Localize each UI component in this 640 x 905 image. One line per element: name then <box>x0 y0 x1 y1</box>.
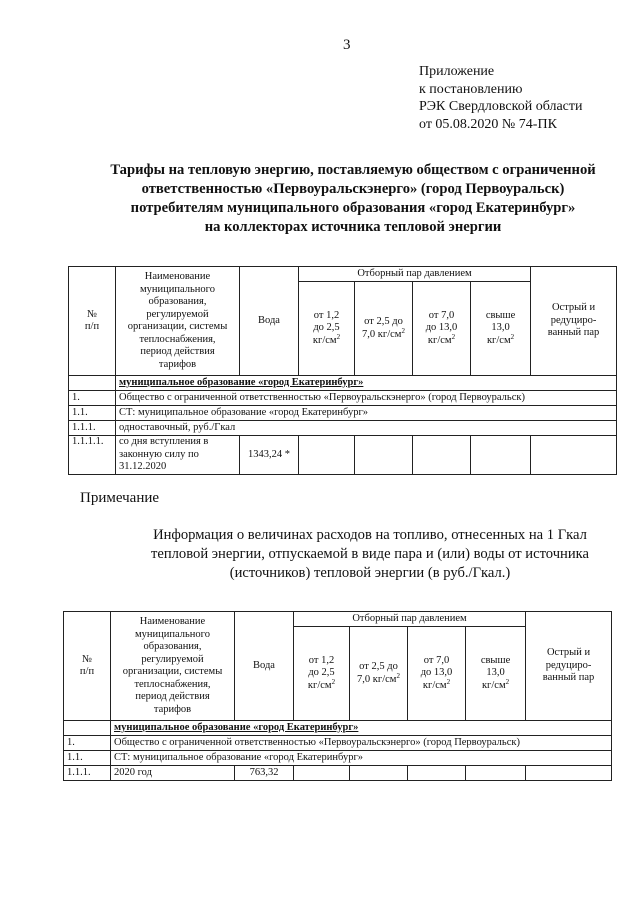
table-row <box>69 421 617 436</box>
row-number: 1. <box>69 391 116 406</box>
water-value: 1343,24 * <box>240 436 299 475</box>
row-number: 1.1. <box>64 751 111 766</box>
document-title <box>80 161 626 237</box>
appendix-line: к постановлению <box>419 81 523 97</box>
header-pressure-4: свыше 13,0 $кг/см^2$ <box>471 282 531 376</box>
row-text: Общество с ограниченной ответственностью «Первоуральскэнерго» (город Первоуральск) <box>116 391 617 406</box>
row-number: 1.1.1.1. <box>69 436 116 475</box>
tariff-table <box>68 266 617 475</box>
page-number: 3 <box>343 37 351 53</box>
table-row <box>64 736 612 751</box>
table-row <box>64 766 612 781</box>
info-line: Информация о величинах расходов на топливо, отнесенных на 1 Гкал <box>153 527 587 543</box>
municipality-row: муниципальное образование «город Екатеринбург» <box>111 721 612 736</box>
header-pressure-2: от 2,5 до 7,0 $кг/см^2$ <box>355 282 413 376</box>
table-row <box>69 391 617 406</box>
header-steam-group: Отборный пар давлением <box>294 612 526 627</box>
municipality-row: муниципальное образование «город Екатеринбург» <box>116 376 617 391</box>
row-text: СТ: муниципальное образование «город Екатеринбург» <box>111 751 612 766</box>
table-row <box>69 436 617 475</box>
header-row <box>64 612 612 627</box>
header-water: Вода <box>240 267 299 376</box>
header-name: Наименование муниципального образования, регулируемой организации, системы теплоснабжения, период действия тарифов <box>116 267 240 376</box>
row-text: 2020 год <box>111 766 235 781</box>
fuel-cost-table <box>63 611 612 781</box>
header-pressure-1: от 1,2 до 2,5 $кг/см^2$ <box>299 282 355 376</box>
title-line: потребителям муниципального образования «город Екатеринбург» <box>130 200 576 216</box>
table-row <box>69 406 617 421</box>
header-name: Наименование муниципального образования, регулируемой организации, системы теплоснабжения, период действия тарифов <box>111 612 235 721</box>
row-text: со дня вступления в законную силу по 31.12.2020 <box>116 436 240 475</box>
appendix-line: Приложение <box>419 64 495 79</box>
row-number: 1.1.1. <box>69 421 116 436</box>
row-number: 1.1. <box>69 406 116 421</box>
title-line: Тарифы на тепловую энергию, поставляемую обществом с ограниченной <box>110 162 596 178</box>
header-pressure-2: от 2,5 до 7,0 $кг/см^2$ <box>350 627 408 721</box>
row-number: 1.1.1. <box>64 766 111 781</box>
table-row <box>64 751 612 766</box>
note-label: Примечание <box>80 490 160 506</box>
appendix-line: РЭК Свердловской области <box>419 99 583 114</box>
row-text: СТ: муниципальное образование «город Екатеринбург» <box>116 406 617 421</box>
title-line: ответственностью «Первоуральскэнерго» (город Первоуральск) <box>141 181 565 197</box>
header-pressure-1: от 1,2 до 2,5 $кг/см^2$ <box>294 627 350 721</box>
header-pressure-4: свыше 13,0 $кг/см^2$ <box>466 627 526 721</box>
info-line: тепловой энергии, отпускаемой в виде пара и (или) воды от источника <box>150 546 590 562</box>
table-row <box>64 721 612 736</box>
header-num: № п/п <box>64 612 111 721</box>
row-text: Общество с ограниченной ответственностью «Первоуральскэнерго» (город Первоуральск) <box>111 736 612 751</box>
header-row <box>69 267 617 282</box>
header-sharp-steam: Острый и редуциро- ванный пар <box>531 267 617 376</box>
row-number: 1. <box>64 736 111 751</box>
info-paragraph <box>120 526 620 583</box>
header-sharp-steam: Острый и редуциро- ванный пар <box>526 612 612 721</box>
appendix-block <box>419 63 583 133</box>
water-value: 763,32 <box>235 766 294 781</box>
appendix-line: от 05.08.2020 № 74-ПК <box>419 116 557 132</box>
header-pressure-3: от 7,0 до 13,0 $кг/см^2$ <box>413 282 471 376</box>
row-text: одноставочный, руб./Гкал <box>116 421 617 436</box>
header-water: Вода <box>235 612 294 721</box>
header-num: № п/п <box>69 267 116 376</box>
title-line: на коллекторах источника тепловой энергии <box>204 219 502 235</box>
header-pressure-3: от 7,0 до 13,0 $кг/см^2$ <box>408 627 466 721</box>
header-steam-group: Отборный пар давлением <box>299 267 531 282</box>
info-line: (источников) тепловой энергии (в руб./Гкал.) <box>229 565 511 581</box>
table-row <box>69 376 617 391</box>
